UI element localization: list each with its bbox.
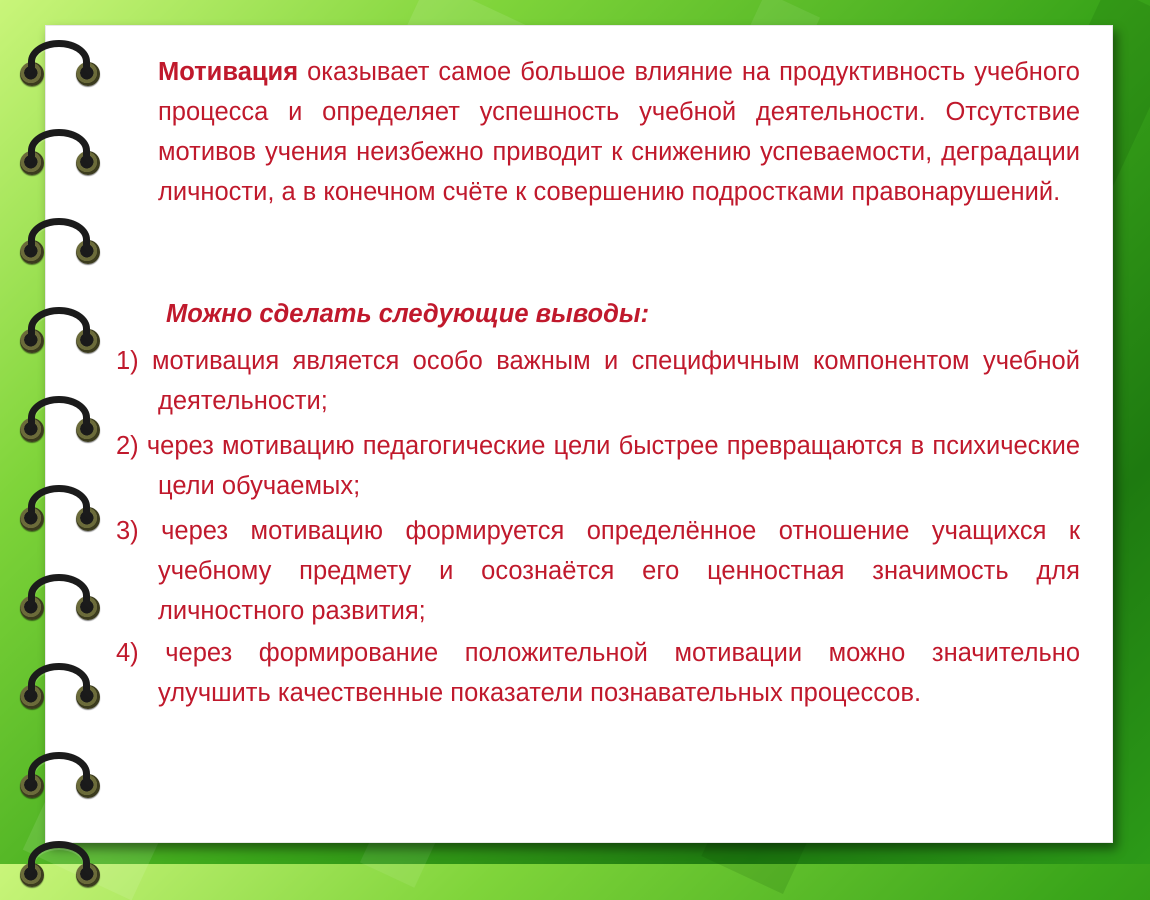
intro-text: оказывает самое большое влияние на продуктивность учебного процесса и определяет успешность учебной деятельности. Отсутствие мотивов учения неизбежно приводит к снижению успеваемости, деградации личности, а в конечном счёте к совершению подростками правонарушений. [158,58,1080,206]
conclusion-item: 4) через формирование положительной мотивации можно значительно улучшить качественные показатели познавательных процессов. [116,639,1080,707]
intro-paragraph [158,52,1080,212]
intro-lead-word: Мотивация [158,58,299,86]
conclusion-item: 3) через мотивацию формируется определённое отношение учащихся к учебному предмету и осознаётся его ценностная значимость для личностного развития; [116,517,1080,625]
conclusions-heading: Можно сделать следующие выводы: [166,300,650,328]
conclusion-item: 2) через мотивацию педагогические цели быстрее превращаются в психические цели обучаемых; [116,432,1080,500]
conclusion-item: 1) мотивация является особо важным и специфичным компонентом учебной деятельности; [116,347,1080,415]
